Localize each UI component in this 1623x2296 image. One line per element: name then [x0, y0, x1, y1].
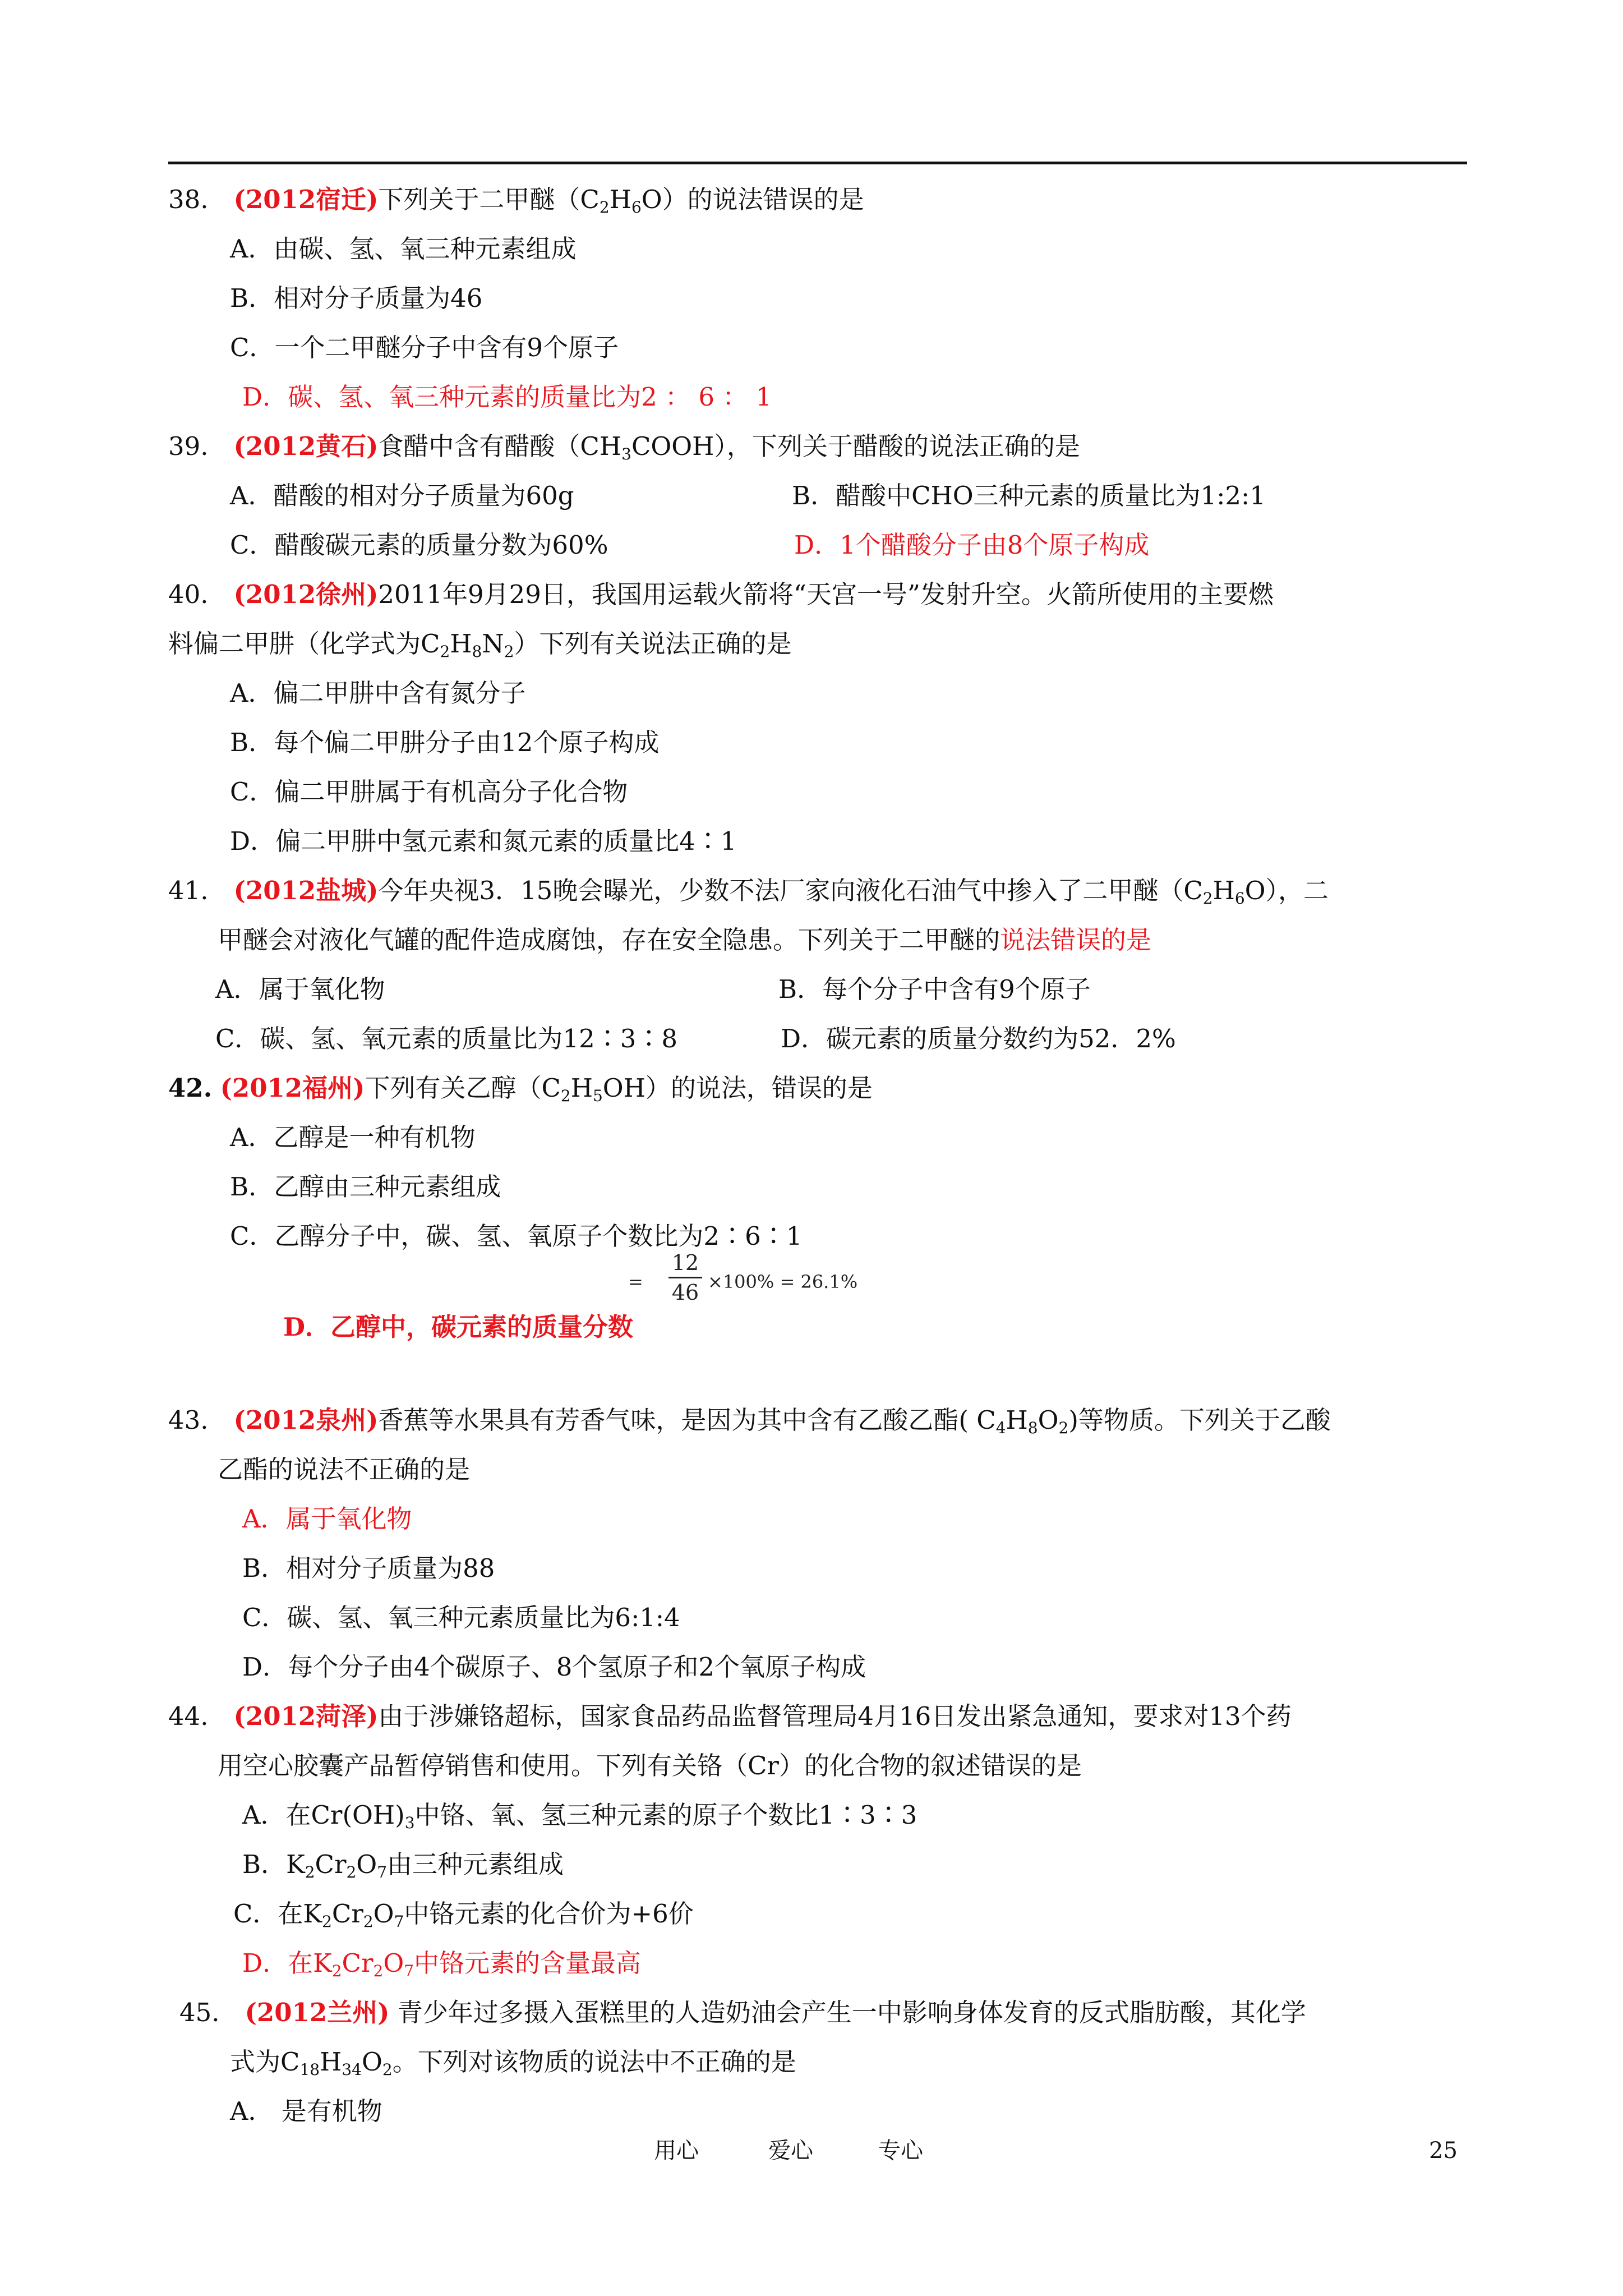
q42-stem: 42. (2012福州)下列有关乙醇$(C_2H_5OH)$的说法，错误的是	[168, 1073, 873, 1105]
q38-option-c: C．一个二甲醚分子中含有9个原子	[230, 333, 619, 362]
q44-stem-line2: 用空心胶囊产品暂停销售和使用。下列有关铬（Cr）的化合物的叙述错误的是	[218, 1751, 1082, 1780]
q40-stem-line2: 料偏二甲肼（化学式为$C_2H_8N_2$）下列有关说法正确的是	[168, 629, 792, 661]
q38-option-a: A．由碳、氢、氧三种元素组成	[230, 234, 577, 264]
q38-stem: 38. (2012宿迁)下列关于二甲醚$(C_2H_6O)$的说法错误的是	[168, 185, 864, 217]
q42-option-a: A．乙醇是一种有机物	[230, 1122, 476, 1152]
header-rule	[168, 162, 1467, 164]
q42-option-d-answer: D．乙醇中，碳元素的质量分数	[283, 1312, 634, 1342]
q41-stem-line2: 甲醚会对液化气罐的配件造成腐蚀，存在安全隐患。下列关于二甲醚的说法错误的是	[218, 925, 1152, 955]
q42-option-b: B．乙醇由三种元素组成	[230, 1172, 501, 1202]
q41-stem: 41. (2012盐城)今年央视3．15晚会曝光，少数不法厂家向液化石油气中掺入了二甲醚$(C_2H_6O)$，二	[168, 876, 1329, 908]
q42-option-c: C．乙醇分子中，碳、氢、氧原子个数比为2∶6∶1	[230, 1221, 803, 1251]
page-number: 25	[1429, 2138, 1458, 2164]
q39-stem: 39. (2012黄石)食醋中含有醋酸$(CH_3COOH)$，下列关于醋酸的说法正确的是	[168, 431, 1080, 463]
q45-stem-line2: 式为$C_{18}H_{34}O_2$。下列对该物质的说法中不正确的是	[230, 2047, 796, 2079]
q43-option-a-answer: A．属于氧化物	[242, 1504, 412, 1534]
q40-option-b: B．每个偏二甲肼分子由12个原子构成	[230, 728, 660, 757]
q45-stem: 45. (2012兰州) 青少年过多摄入蛋糕里的人造奶油会产生一中影响身体发育的反式脂肪酸，其化学	[179, 1998, 1306, 2027]
q44-option-a: A．在$Cr(OH)_3$中铬、氧、氢三种元素的原子个数比1∶3∶3	[242, 1800, 917, 1832]
q41-option-b: B．每个分子中含有9个原子	[778, 974, 1091, 1004]
q38-source: (2012宿迁)	[233, 185, 379, 214]
q38-option-b: B．相对分子质量为46	[230, 283, 483, 313]
q38-option-d-answer: D．碳、氢、氧三种元素的质量比为2 ： 6 ： 1	[242, 382, 772, 412]
q43-option-d: D．每个分子由4个碳原子、8个氢原子和2个氧原子构成	[242, 1652, 866, 1682]
q40-option-a: A．偏二甲肼中含有氮分子	[230, 678, 526, 708]
footer-motto-1: 用心	[654, 2138, 699, 2164]
q44-option-c: C．在$K_2Cr_2O_7$中铬元素的化合价为+6价	[233, 1899, 694, 1931]
q39-source: (2012黄石)	[233, 431, 379, 461]
q45-source: (2012兰州)	[245, 1998, 390, 2027]
q43-source: (2012泉州)	[233, 1405, 379, 1435]
q43-option-b: B．相对分子质量为88	[242, 1553, 495, 1583]
q40-option-d: D．偏二甲肼中氢元素和氮元素的质量比4∶1	[230, 826, 737, 856]
q40-source: (2012徐州)	[233, 579, 379, 609]
q41-option-a: A．属于氧化物	[215, 974, 385, 1004]
q44-option-b: B．$K_2Cr_2O_7$由三种元素组成	[242, 1849, 564, 1881]
q39-option-c: C．醋酸碳元素的质量分数为60%	[230, 530, 608, 560]
q41-option-d: D．碳元素的质量分数约为52．2%	[781, 1024, 1176, 1053]
q43-stem: 43. (2012泉州)香蕉等水果具有芳香气味，是因为其中含有乙酸乙酯( $C_4H_8O_2$)等物质。下列关于乙酸	[168, 1405, 1331, 1437]
footer-motto-2: 爱心	[768, 2138, 813, 2164]
footer-motto-3: 专心	[878, 2138, 923, 2164]
q42-source: (2012福州)	[220, 1073, 365, 1103]
q44-option-d-answer: D．在$K_2Cr_2O_7$中铬元素的含量最高	[242, 1948, 642, 1980]
q40-option-c: C．偏二甲肼属于有机高分子化合物	[230, 777, 628, 807]
q41-source: (2012盐城)	[233, 876, 379, 905]
q43-stem-line2: 乙酯的说法不正确的是	[218, 1455, 471, 1484]
q39-option-d-answer: D．1个醋酸分子由8个原子构成	[794, 530, 1150, 560]
q41-highlight: 说法错误的是	[1000, 925, 1152, 955]
q41-option-c: C．碳、氢、氧元素的质量比为12∶3∶8	[215, 1024, 677, 1053]
q44-source: (2012菏泽)	[233, 1701, 379, 1731]
q39-option-a: A．醋酸的相对分子质量为60g	[230, 481, 574, 510]
q45-option-a: A． 是有机物	[230, 2096, 382, 2126]
q44-stem: 44. (2012菏泽)由于涉嫌铬超标，国家食品药品监督管理局4月16日发出紧急通知，要求对13个药	[168, 1701, 1292, 1731]
q39-option-b: B．醋酸中CHO三种元素的质量比为1:2:1	[792, 481, 1266, 510]
q43-option-c: C．碳、氢、氧三种元素质量比为6:1:4	[242, 1603, 680, 1632]
q40-stem: 40. (2012徐州)2011年9月29日，我国用运载火箭将“天宫一号”发射升空。火箭所使用的主要燃	[168, 579, 1274, 609]
